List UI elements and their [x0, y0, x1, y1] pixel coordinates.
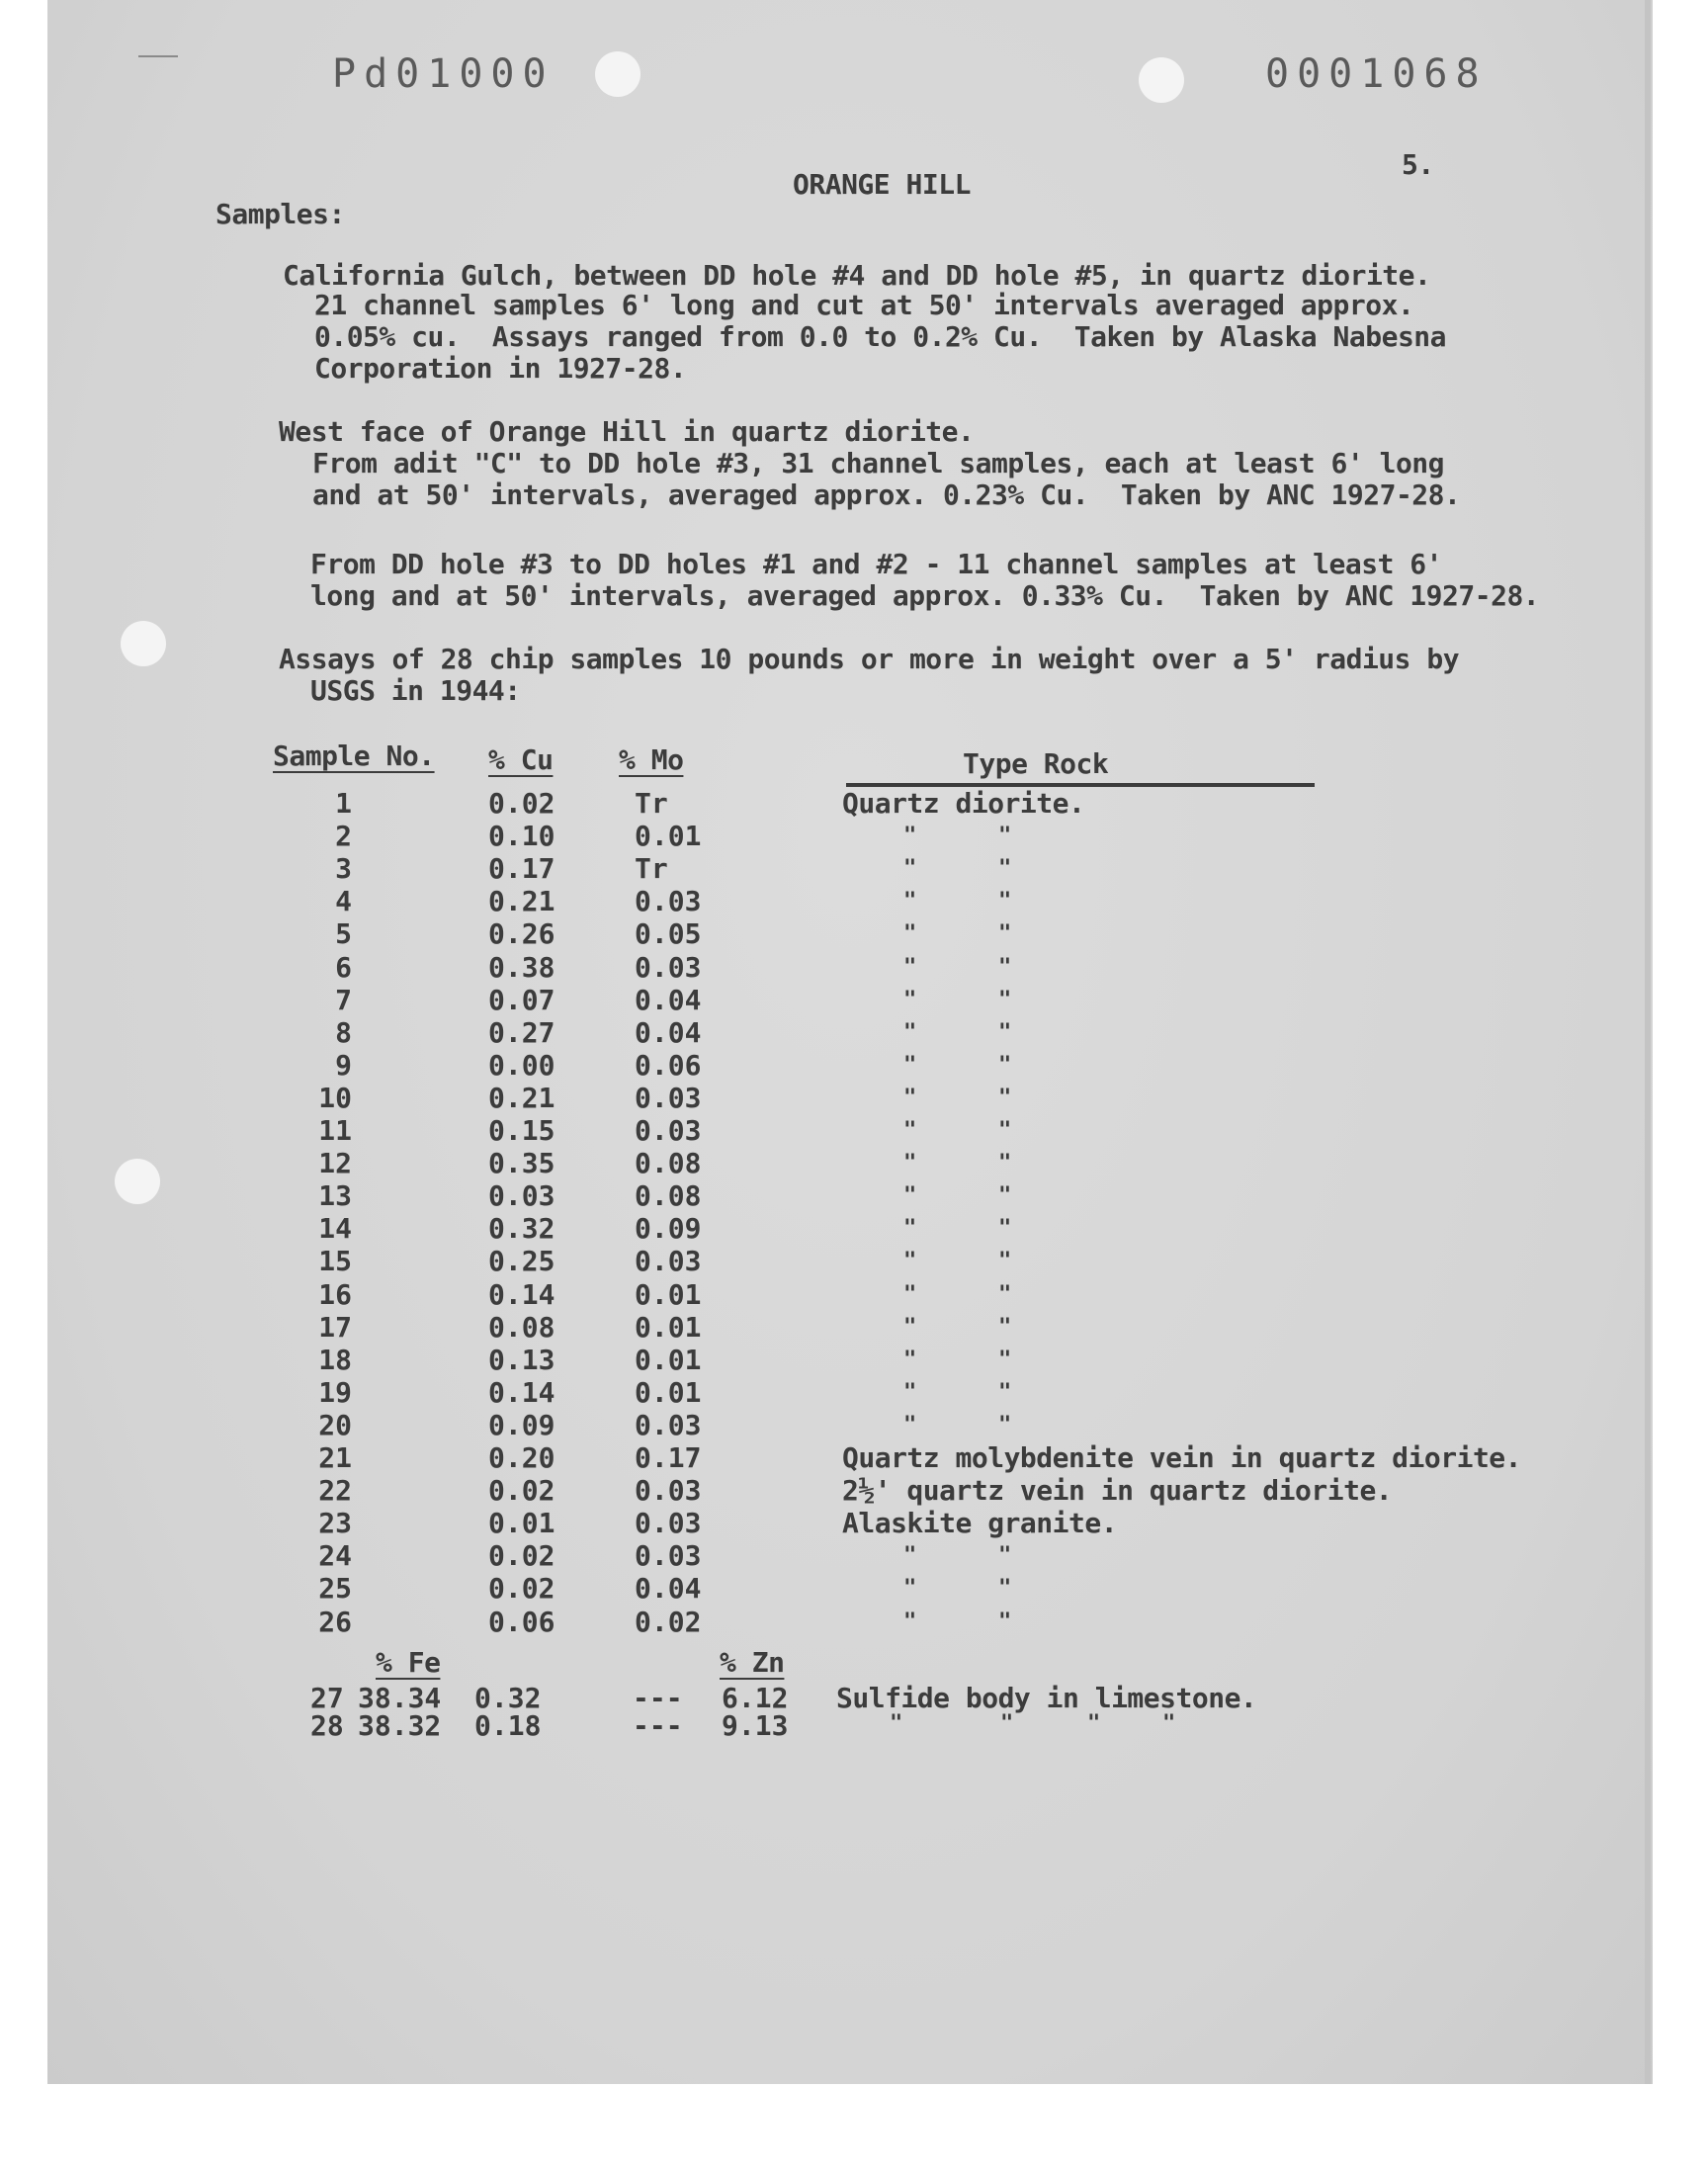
sample-no-cell: 22: [318, 1474, 352, 1508]
ditto-mark: ": [903, 987, 917, 1012]
ditto-mark: ": [903, 1412, 917, 1437]
cu-cell: 0.14: [488, 1375, 555, 1409]
header-mo: % Mo: [619, 743, 684, 776]
cu-cell: 0.21: [488, 885, 555, 918]
ditto-mark: ": [903, 824, 917, 849]
document-stamp-left: Pd01000: [332, 51, 555, 97]
sample-no-cell: 3: [335, 852, 352, 886]
punch-hole-left-upper: [121, 621, 166, 666]
sample-no-cell: 10: [318, 1081, 352, 1114]
mo-cell: 0.03: [635, 1081, 702, 1114]
mo-cell: 0.03: [635, 1114, 702, 1147]
ditto-mark: ": [903, 1576, 917, 1602]
cu-cell: 0.02: [488, 1539, 555, 1573]
sample-no-cell: 13: [318, 1179, 352, 1213]
type-rock-cell: Alaskite granite.: [842, 1507, 1118, 1540]
sample-no-cell: 1: [335, 787, 352, 820]
cu-cell: 0.32: [488, 1212, 555, 1246]
cu-cell: 0.38: [488, 950, 555, 984]
sample-no-cell: 7: [335, 983, 352, 1016]
mo-cell: ---: [633, 1708, 683, 1742]
page-title: ORANGE HILL: [793, 168, 971, 201]
mo-cell: 0.01: [635, 1277, 702, 1311]
sample-no-cell: 4: [335, 885, 352, 918]
mo-cell: 0.03: [635, 1474, 702, 1508]
ditto-mark: ": [903, 1183, 917, 1209]
ditto-mark: ": [1000, 1710, 1014, 1736]
ditto-mark: ": [903, 1019, 917, 1045]
sample-no-cell: 23: [318, 1507, 352, 1540]
sample-no-cell: 8: [335, 1015, 352, 1049]
paragraph-1-line-4: Corporation in 1927-28.: [314, 352, 687, 385]
ditto-mark: ": [1087, 1710, 1101, 1736]
cu-cell: 0.07: [488, 983, 555, 1016]
punch-hole-top-left: [595, 51, 640, 97]
type-rock-cell: Quartz diorite.: [842, 787, 1085, 820]
ditto-mark: ": [998, 1052, 1012, 1078]
sample-no-cell: 19: [318, 1375, 352, 1409]
ditto-mark: ": [998, 954, 1012, 980]
cu-cell: 0.13: [488, 1343, 555, 1376]
ditto-mark: ": [998, 1314, 1012, 1340]
sample-no-cell: 5: [335, 917, 352, 951]
mo-cell: 0.01: [635, 1375, 702, 1409]
ditto-mark: ": [1162, 1710, 1176, 1736]
ditto-mark: ": [903, 954, 917, 980]
mo-cell: 0.03: [635, 885, 702, 918]
ditto-mark: ": [998, 1281, 1012, 1307]
paragraph-2-line-3: and at 50' intervals, averaged approx. 0.23% Cu. Taken by ANC 1927-28.: [312, 478, 1461, 511]
cu-cell: 0.02: [488, 787, 555, 820]
punch-hole-top-right: [1139, 57, 1184, 103]
ditto-mark: ": [998, 1379, 1012, 1405]
cu-cell: 0.00: [488, 1048, 555, 1082]
ditto-mark: ": [903, 1543, 917, 1569]
mo-cell: 0.02: [635, 1605, 702, 1638]
ditto-mark: ": [903, 1609, 917, 1634]
cu-cell: 0.09: [488, 1408, 555, 1441]
mo-cell: 0.03: [635, 1245, 702, 1278]
mo-cell: 0.01: [635, 1310, 702, 1344]
cu-cell: 0.08: [488, 1310, 555, 1344]
type-rock-cell: Sulfide body in limestone.: [836, 1681, 1257, 1714]
cu-cell: 0.02: [488, 1572, 555, 1606]
ditto-mark: ": [998, 1609, 1012, 1634]
sample-no-cell: 2: [335, 820, 352, 853]
cu-cell: 0.15: [488, 1114, 555, 1147]
paragraph-1-line-3: 0.05% cu. Assays ranged from 0.0 to 0.2% Cu. Taken by Alaska Nabesna: [314, 320, 1447, 353]
mo-cell: 0.01: [635, 1343, 702, 1376]
ditto-mark: ": [998, 824, 1012, 849]
mo-cell: 0.08: [635, 1147, 702, 1180]
sample-no-cell: 6: [335, 950, 352, 984]
cu-cell: 0.17: [488, 852, 555, 886]
mo-cell: 0.04: [635, 983, 702, 1016]
header-fe: % Fe: [376, 1645, 441, 1679]
header-type-rock: Type Rock: [963, 747, 1109, 780]
cu-cell: 0.27: [488, 1015, 555, 1049]
sample-no-cell: 17: [318, 1310, 352, 1344]
ditto-mark: ": [998, 1347, 1012, 1372]
mo-cell: 0.01: [635, 820, 702, 853]
cu-cell: 0.10: [488, 820, 555, 853]
mo-cell: 0.04: [635, 1015, 702, 1049]
paragraph-3-line-2: long and at 50' intervals, averaged approx. 0.33% Cu. Taken by ANC 1927-28.: [310, 579, 1540, 612]
mo-cell: 0.06: [635, 1048, 702, 1082]
cu-cell: 0.18: [474, 1708, 542, 1742]
mo-cell: Tr: [635, 852, 668, 886]
header-sample-no: Sample No.: [273, 740, 435, 772]
cu-cell: 0.02: [488, 1474, 555, 1508]
ditto-mark: ": [903, 889, 917, 914]
cu-cell: 0.21: [488, 1081, 555, 1114]
ditto-mark: ": [903, 1281, 917, 1307]
cu-cell: 0.20: [488, 1441, 555, 1474]
ditto-mark: ": [903, 1379, 917, 1405]
paragraph-4-line-1: Assays of 28 chip samples 10 pounds or more in weight over a 5' radius by: [279, 643, 1460, 675]
paragraph-1-line-1: California Gulch, between DD hole #4 and DD hole #5, in quartz diorite.: [283, 259, 1431, 292]
type-rock-cell: Quartz molybdenite vein in quartz diorite.: [842, 1441, 1522, 1474]
mo-cell: 0.09: [635, 1212, 702, 1246]
punch-hole-left-lower: [115, 1159, 160, 1204]
mo-cell: 0.17: [635, 1441, 702, 1474]
sample-no-cell: 15: [318, 1245, 352, 1278]
ditto-mark: ": [998, 1543, 1012, 1569]
paragraph-2-line-1: West face of Orange Hill in quartz diorite.: [279, 415, 975, 448]
ditto-mark: ": [903, 1314, 917, 1340]
ditto-mark: ": [998, 1151, 1012, 1176]
mo-cell: 0.03: [635, 950, 702, 984]
mo-cell: 0.03: [635, 1408, 702, 1441]
sample-no-cell: 25: [318, 1572, 352, 1606]
fe-cell: 38.34: [358, 1681, 442, 1714]
ditto-mark: ": [903, 856, 917, 882]
header-cu: % Cu: [488, 743, 554, 776]
type-rock-cell: 2½' quartz vein in quartz diorite.: [842, 1474, 1393, 1508]
fe-cell: 38.32: [358, 1708, 442, 1742]
mo-cell: 0.03: [635, 1507, 702, 1540]
ditto-mark: ": [903, 1216, 917, 1242]
mo-cell: 0.05: [635, 917, 702, 951]
sample-no-cell: 9: [335, 1048, 352, 1082]
mo-cell: 0.03: [635, 1539, 702, 1573]
ditto-mark: ": [903, 1052, 917, 1078]
sample-no-cell: 26: [318, 1605, 352, 1638]
cu-cell: 0.06: [488, 1605, 555, 1638]
ditto-mark: ": [998, 1412, 1012, 1437]
cu-cell: 0.32: [474, 1681, 542, 1714]
ditto-mark: ": [998, 1019, 1012, 1045]
ditto-mark: ": [903, 1085, 917, 1110]
cu-cell: 0.03: [488, 1179, 555, 1213]
mo-cell: 0.04: [635, 1572, 702, 1606]
page-number: 5.: [1402, 148, 1434, 181]
cu-cell: 0.01: [488, 1507, 555, 1540]
mo-cell: Tr: [635, 787, 668, 820]
ditto-mark: ": [998, 1216, 1012, 1242]
ditto-mark: ": [998, 1576, 1012, 1602]
header-zn: % Zn: [720, 1645, 785, 1679]
sample-no-cell: 18: [318, 1343, 352, 1376]
pencil-mark: [138, 55, 178, 57]
sample-no-cell: 21: [318, 1441, 352, 1474]
zn-cell: 9.13: [722, 1708, 789, 1742]
mo-cell: ---: [633, 1681, 683, 1714]
cu-cell: 0.25: [488, 1245, 555, 1278]
ditto-mark: ": [998, 1118, 1012, 1143]
section-label: Samples:: [215, 198, 345, 230]
ditto-mark: ": [998, 987, 1012, 1012]
paragraph-4-line-2: USGS in 1944:: [310, 674, 521, 707]
ditto-mark: ": [998, 1085, 1012, 1110]
sample-no-cell: 14: [318, 1212, 352, 1246]
ditto-mark: ": [903, 1151, 917, 1176]
paragraph-2-line-2: From adit "C" to DD hole #3, 31 channel samples, each at least 6' long: [312, 447, 1445, 479]
sample-no-cell: 24: [318, 1539, 352, 1573]
paragraph-1-line-2: 21 channel samples 6' long and cut at 50' intervals averaged approx.: [314, 289, 1414, 321]
ditto-mark: ": [998, 1249, 1012, 1274]
ditto-mark: ": [998, 856, 1012, 882]
cu-cell: 0.35: [488, 1147, 555, 1180]
ditto-mark: ": [903, 1118, 917, 1143]
sample-no-cell: 20: [318, 1408, 352, 1441]
ditto-mark: ": [903, 1249, 917, 1274]
zn-cell: 6.12: [722, 1681, 789, 1714]
ditto-mark: ": [998, 921, 1012, 947]
ditto-mark: ": [998, 889, 1012, 914]
cu-cell: 0.26: [488, 917, 555, 951]
ditto-mark: ": [903, 1347, 917, 1372]
ditto-mark: ": [890, 1710, 903, 1736]
mo-cell: 0.08: [635, 1179, 702, 1213]
sample-no-cell: 28: [310, 1708, 344, 1742]
sample-no-cell: 11: [318, 1114, 352, 1147]
paragraph-3-line-1: From DD hole #3 to DD holes #1 and #2 - 11 channel samples at least 6': [310, 548, 1443, 580]
cu-cell: 0.14: [488, 1277, 555, 1311]
ditto-mark: ": [903, 921, 917, 947]
document-stamp-right: 0001068: [1265, 51, 1488, 97]
sheet-edge: [1645, 0, 1651, 2084]
ditto-mark: ": [998, 1183, 1012, 1209]
sample-no-cell: 16: [318, 1277, 352, 1311]
sample-no-cell: 12: [318, 1147, 352, 1180]
sample-no-cell: 27: [310, 1681, 344, 1714]
